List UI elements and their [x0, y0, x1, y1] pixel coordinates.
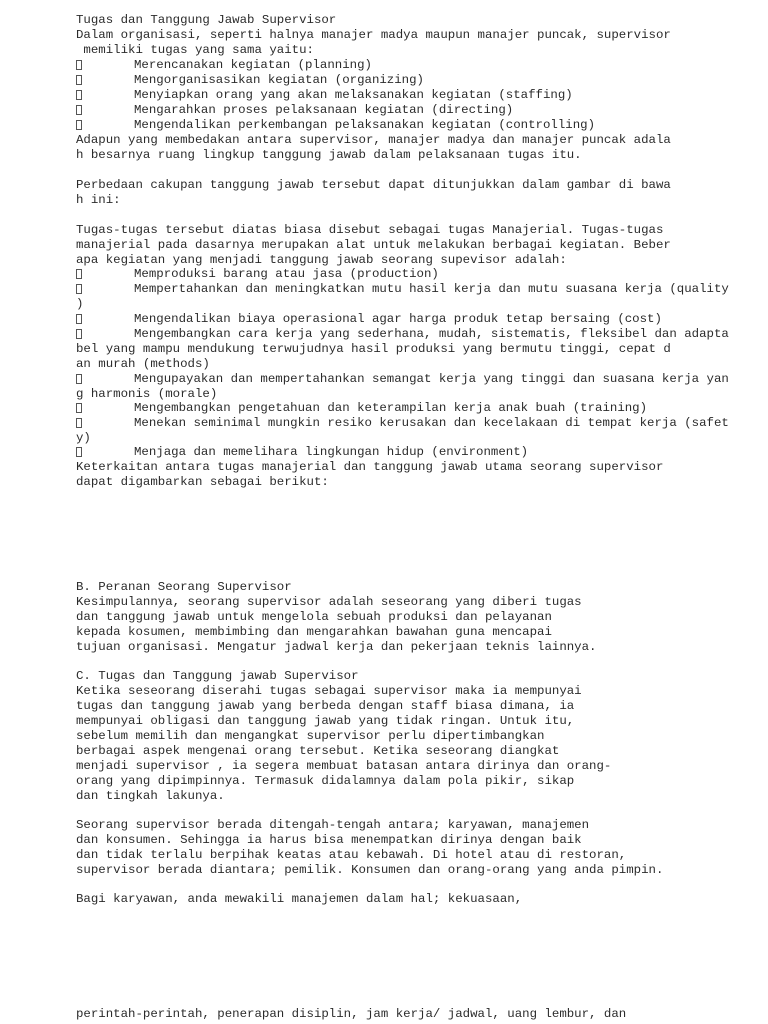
document-title: Tugas dan Tanggung Jawab Supervisor — [76, 13, 337, 27]
text-line: dan tidak terlalu berpihak keatas atau kebawah. Di hotel atau di restoran, — [76, 848, 627, 862]
text-line: kepada kosumen, membimbing dan mengarahkan bawahan guna mencapai — [76, 625, 552, 639]
bullet-icon — [76, 403, 82, 413]
text-line: Perbedaan cakupan tanggung jawab tersebut dapat ditunjukkan dalam gambar di bawa — [76, 178, 671, 192]
text-line: apa kegiatan yang menjadi tanggung jawab seorang supevisor adalah: — [76, 253, 567, 267]
bullet-icon — [76, 447, 82, 457]
text-line: Tugas-tugas tersebut diatas biasa disebut sebagai tugas Manajerial. Tugas-tugas — [76, 223, 664, 237]
list-item: Mengupayakan dan mempertahankan semangat kerja yang tinggi dan suasana kerja yan — [134, 372, 729, 386]
list-item: Mengendalikan perkembangan pelaksanakan kegiatan (controlling) — [134, 118, 596, 132]
bullet-icon — [76, 120, 82, 130]
text-line: dan tanggung jawab untuk mengelola sebuah produksi dan pelayanan — [76, 610, 552, 624]
section-heading: C. Tugas dan Tanggung jawab Supervisor — [76, 669, 359, 683]
text-line: g harmonis (morale) — [76, 387, 218, 401]
text-line: tugas dan tanggung jawab yang berbeda dengan staff biasa dimana, ia — [76, 699, 575, 713]
list-item: Mempertahankan dan meningkatkan mutu hasil kerja dan mutu suasana kerja (quality — [134, 282, 729, 296]
text-line: supervisor berada diantara; pemilik. Konsumen dan orang-orang yang anda pimpin. — [76, 863, 664, 877]
text-line: ) — [76, 297, 84, 311]
list-item: Mengarahkan proses pelaksanaan kegiatan (directing) — [134, 103, 514, 117]
text-line: Keterkaitan antara tugas manajerial dan tanggung jawab utama seorang supervisor — [76, 460, 664, 474]
text-line: Kesimpulannya, seorang supervisor adalah seseorang yang diberi tugas — [76, 595, 582, 609]
list-item: Mengorganisasikan kegiatan (organizing) — [134, 73, 424, 87]
text-line: dan tingkah lakunya. — [76, 789, 225, 803]
text-line: an murah (methods) — [76, 357, 210, 371]
text-line: manajerial pada dasarnya merupakan alat untuk melakukan berbagai kegiatan. Beber — [76, 238, 671, 252]
text-line: Dalam organisasi, seperti halnya manajer madya maupun manajer puncak, supervisor — [76, 28, 671, 42]
section-heading: B. Peranan Seorang Supervisor — [76, 580, 292, 594]
bullet-icon — [76, 75, 82, 85]
bullet-icon — [76, 329, 82, 339]
text-line: y) — [76, 431, 91, 445]
text-line: Bagi karyawan, anda mewakili manajemen dalam hal; kekuasaan, — [76, 892, 523, 906]
text-line: mempunyai obligasi dan tanggung jawab yang tidak ringan. Untuk itu, — [76, 714, 575, 728]
text-line: perintah-perintah, penerapan disiplin, jam kerja/ jadwal, uang lembur, dan — [76, 1007, 627, 1021]
list-item: Menjaga dan memelihara lingkungan hidup (environment) — [134, 445, 529, 459]
text-line: Seorang supervisor berada ditengah-tengah antara; karyawan, manajemen — [76, 818, 590, 832]
text-line: dan konsumen. Sehingga ia harus bisa menempatkan dirinya dengan baik — [76, 833, 582, 847]
text-line: sebelum memilih dan mengangkat supervisor perlu dipertimbangkan — [76, 729, 545, 743]
bullet-icon — [76, 374, 82, 384]
text-line: menjadi supervisor , ia segera membuat batasan antara dirinya dan orang- — [76, 759, 612, 773]
text-line: berbagai aspek mengenai orang tersebut. Ketika seseorang diangkat — [76, 744, 560, 758]
text-line: bel yang mampu mendukung terwujudnya hasil produksi yang bermutu tinggi, cepat d — [76, 342, 671, 356]
bullet-icon — [76, 418, 82, 428]
list-item: Menekan seminimal mungkin resiko kerusakan dan kecelakaan di tempat kerja (safet — [134, 416, 729, 430]
list-item: Merencanakan kegiatan (planning) — [134, 58, 372, 72]
text-line: Adapun yang membedakan antara supervisor, manajer madya dan manajer puncak adala — [76, 133, 671, 147]
text-line: memiliki tugas yang sama yaitu: — [76, 43, 314, 57]
text-line: Ketika seseorang diserahi tugas sebagai supervisor maka ia mempunyai — [76, 684, 582, 698]
text-line: tujuan organisasi. Mengatur jadwal kerja dan pekerjaan teknis lainnya. — [76, 640, 597, 654]
bullet-icon — [76, 269, 82, 279]
text-line: h ini: — [76, 193, 121, 207]
bullet-icon — [76, 90, 82, 100]
text-line: orang yang dipimpinnya. Termasuk didalamnya dalam pola pikir, sikap — [76, 774, 575, 788]
list-item: Menyiapkan orang yang akan melaksanakan kegiatan (staffing) — [134, 88, 573, 102]
list-item: Memproduksi barang atau jasa (production) — [134, 267, 439, 281]
list-item: Mengembangkan cara kerja yang sederhana, mudah, sistematis, fleksibel dan adapta — [134, 327, 729, 341]
bullet-icon — [76, 314, 82, 324]
bullet-icon — [76, 284, 82, 294]
text-line: dapat digambarkan sebagai berikut: — [76, 475, 329, 489]
bullet-icon — [76, 60, 82, 70]
bullet-icon — [76, 105, 82, 115]
list-item: Mengembangkan pengetahuan dan keterampilan kerja anak buah (training) — [134, 401, 648, 415]
text-line: h besarnya ruang lingkup tanggung jawab dalam pelaksanaan tugas itu. — [76, 148, 582, 162]
list-item: Mengendalikan biaya operasional agar harga produk tetap bersaing (cost) — [134, 312, 662, 326]
